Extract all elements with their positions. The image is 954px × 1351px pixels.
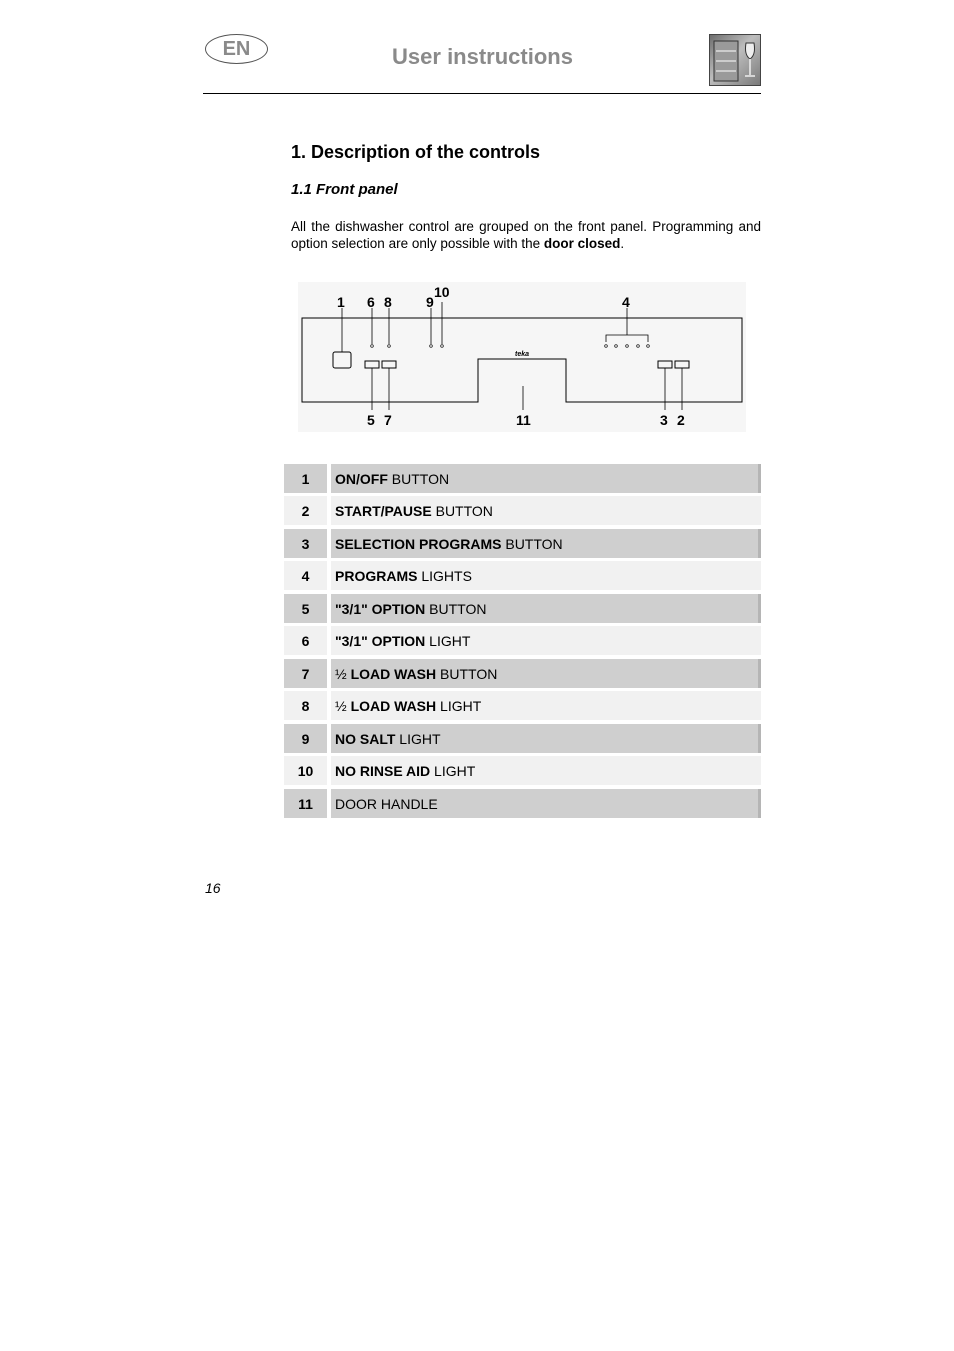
language-badge bbox=[205, 34, 268, 64]
intro-bold-text: door closed bbox=[543, 235, 621, 251]
row-number: 6 bbox=[284, 626, 327, 655]
front-panel-diagram bbox=[298, 282, 746, 432]
row-description: "3/1" OPTION BUTTON bbox=[331, 594, 761, 623]
page-header-title: User instructions bbox=[392, 44, 573, 69]
callout-7: 7 bbox=[384, 412, 392, 428]
table-row bbox=[284, 496, 761, 525]
callout-8: 8 bbox=[384, 294, 392, 310]
table-row bbox=[284, 691, 761, 720]
page-number: 16 bbox=[205, 880, 221, 896]
table-row bbox=[284, 626, 761, 655]
section-title: 1. Description of the controls bbox=[291, 142, 541, 162]
language-code: EN bbox=[222, 37, 251, 60]
selection-button-shape bbox=[658, 361, 672, 368]
row-number: 9 bbox=[284, 724, 327, 753]
row-number: 8 bbox=[284, 691, 327, 720]
table-row bbox=[284, 789, 761, 818]
row-number: 2 bbox=[284, 496, 327, 525]
callout-9: 9 bbox=[426, 294, 434, 310]
row-description: DOOR HANDLE bbox=[331, 789, 761, 818]
row-description: ON/OFF BUTTON bbox=[331, 464, 761, 493]
callout-1: 1 bbox=[337, 294, 345, 310]
callout-2: 2 bbox=[677, 412, 685, 428]
onoff-button-shape bbox=[333, 352, 351, 368]
row-number: 10 bbox=[284, 756, 327, 785]
row-description: NO SALT LIGHT bbox=[331, 724, 761, 753]
row-number: 3 bbox=[284, 529, 327, 558]
table-row bbox=[284, 756, 761, 785]
callout-3: 3 bbox=[660, 412, 668, 428]
brand-logo-text: teka bbox=[515, 351, 530, 358]
table-row bbox=[284, 724, 761, 753]
row-description: ½ LOAD WASH BUTTON bbox=[331, 659, 761, 688]
callout-5: 5 bbox=[367, 412, 375, 428]
intro-text: All the dishwasher control are grouped on the front panel. Programming and option selection are only possible with the bbox=[291, 219, 761, 251]
row-number: 5 bbox=[284, 594, 327, 623]
table-row bbox=[284, 561, 761, 590]
table-row bbox=[284, 659, 761, 688]
row-description: PROGRAMS LIGHTS bbox=[331, 561, 761, 590]
table-row bbox=[284, 594, 761, 623]
table-row bbox=[284, 529, 761, 558]
row-description: ½ LOAD WASH LIGHT bbox=[331, 691, 761, 720]
row-number: 7 bbox=[284, 659, 327, 688]
subsection-title: 1.1 Front panel bbox=[291, 181, 398, 198]
row-number: 1 bbox=[284, 464, 327, 493]
row-description: SELECTION PROGRAMS BUTTON bbox=[331, 529, 761, 558]
intro-paragraph bbox=[291, 219, 761, 252]
row-number: 11 bbox=[284, 789, 327, 818]
row-description: NO RINSE AID LIGHT bbox=[331, 756, 761, 785]
callout-11: 11 bbox=[516, 412, 531, 428]
halfload-button-shape bbox=[382, 361, 396, 368]
callout-6: 6 bbox=[367, 294, 375, 310]
header-divider bbox=[203, 93, 761, 94]
dishwasher-illustration-icon bbox=[709, 34, 761, 86]
callout-10: 10 bbox=[434, 284, 450, 300]
option-button-shape bbox=[365, 361, 379, 368]
table-row bbox=[284, 464, 761, 493]
intro-text-end: . bbox=[620, 235, 625, 251]
row-description: START/PAUSE BUTTON bbox=[331, 496, 761, 525]
callout-4: 4 bbox=[622, 294, 630, 310]
row-description: "3/1" OPTION LIGHT bbox=[331, 626, 761, 655]
start-button-shape bbox=[675, 361, 689, 368]
row-number: 4 bbox=[284, 561, 327, 590]
